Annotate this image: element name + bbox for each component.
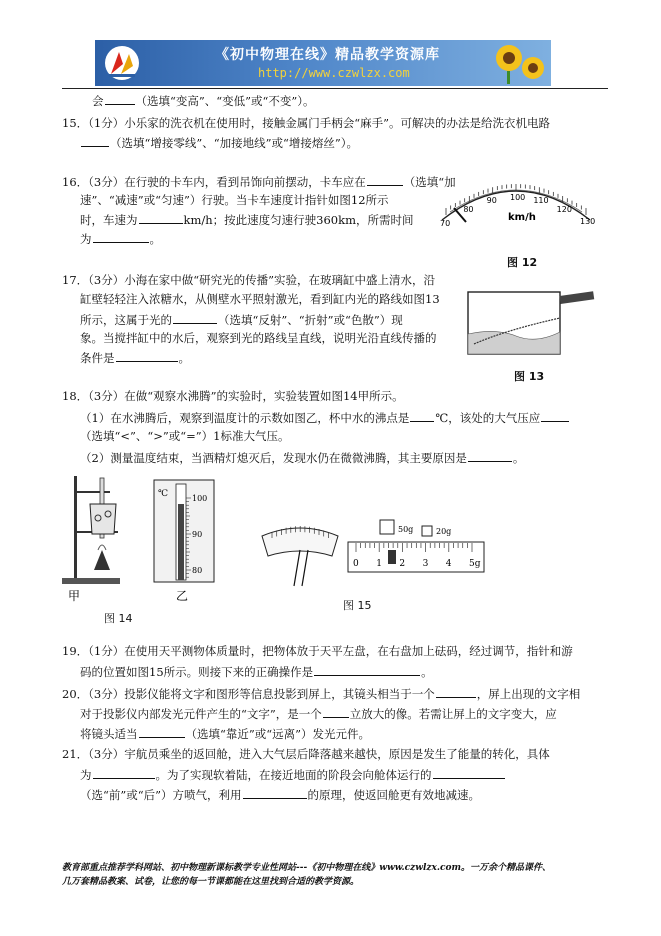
answer-blank[interactable] — [93, 766, 155, 779]
figure-14-yi-label: 乙 — [176, 589, 189, 603]
answer-blank[interactable] — [436, 685, 476, 698]
weight-20g: 20g — [436, 527, 452, 536]
figure-14-boiling-apparatus — [62, 474, 222, 604]
answer-blank[interactable] — [81, 134, 109, 147]
q16-line4: 为 。 — [80, 232, 161, 246]
rider-scale-label: 0 — [353, 559, 359, 569]
q16-line2: 速”、“减速”或“匀速”）行驶。当卡车速度计指针如图12所示 — [80, 193, 389, 207]
q17-line1: 17．（3分）小海在家中做“研究光的传播”实验，在玻璃缸中盛上清水，沿 — [62, 273, 435, 287]
figure-15-balance — [262, 516, 492, 596]
q18-line3: （选填“<”、“>”或“=”）1标准大气压。 — [80, 429, 290, 443]
speedometer-tick-label: 90 — [486, 196, 497, 206]
q14-tail: 会 （选填“变高”、“变低”或“不变”）。 — [92, 94, 315, 108]
speedometer-unit: km/h — [508, 212, 536, 223]
q21-line1: 21．（3分）宇航员乘坐的返回舱，进入大气层后降落越来越快，原因是发生了能量的转化，具体 — [62, 747, 550, 761]
answer-blank[interactable] — [93, 230, 149, 243]
q18-line1: 18．（3分）在做“观察水沸腾”的实验时，实验装置如图14甲所示。 — [62, 389, 404, 403]
q17-line2: 缸壁轻轻注入浓糖水，从侧壁水平照射激光，看到缸内光的路线如图13 — [80, 292, 440, 306]
q20-line3: 将镜头适当 （选填“靠近”或“远离”）发光元件。 — [80, 727, 371, 741]
sunflower-icon — [493, 42, 545, 84]
figure-12-label: 图 12 — [507, 256, 538, 269]
header-banner — [95, 40, 551, 86]
banner-url[interactable]: http://www.czwlzx.com — [258, 66, 410, 80]
answer-blank[interactable] — [139, 725, 185, 738]
q20-line2: 对于投影仪内部发光元件产生的“文字”，是一个 立放大的像。若需让屏上的文字变大，应 — [80, 707, 557, 721]
q17-line5: 条件是 。 — [80, 351, 190, 365]
q21-line3: （选“前”或“后”）方喷气，利用 的原理，使返回舱更有效地减速。 — [80, 788, 481, 802]
figure-14-jia-label: 甲 — [68, 589, 81, 603]
q17-line4: 象。当搅拌缸中的水后，观察到光的路线呈直线，说明光沿直线传播的 — [80, 331, 437, 345]
q18-line2: （1）在水沸腾后，观察到温度计的示数如图乙，杯中水的沸点是 ℃，该处的大气压应 — [80, 409, 570, 426]
figure-12-speedometer — [436, 170, 596, 230]
q17-line3: 所示，这属于光的 （选填“反射”、“折射”或“色散”）现 — [80, 313, 403, 327]
footer-line1: 教育部重点推荐学科网站、初中物理新课标教学专业性网站---《初中物理在线》www.czwlzx.com。一万余个精品课件、 — [62, 863, 552, 873]
speedometer-tick-label: 110 — [533, 196, 549, 206]
q15-line2: （选填“增接零线”、“加接地线”或“增接熔丝”）。 — [80, 134, 358, 151]
site-logo-icon — [103, 44, 141, 82]
speedometer-tick-label: 70 — [440, 219, 451, 228]
answer-blank[interactable] — [173, 311, 217, 324]
speedometer-tick-label: 120 — [556, 205, 572, 214]
answer-blank[interactable] — [468, 449, 512, 462]
thermometer-tick-label: 80 — [192, 566, 203, 575]
rider-scale-label: 1 — [376, 559, 382, 569]
answer-blank[interactable] — [314, 663, 420, 676]
answer-blank[interactable] — [243, 786, 307, 799]
answer-blank[interactable] — [433, 766, 505, 779]
q19-line1: 19．（1分）在使用天平测物体质量时，把物体放于天平左盘，在右盘加上砝码，经过调节，指针和游 — [62, 644, 573, 658]
speedometer-tick-label: 130 — [580, 217, 596, 226]
weight-50g: 50g — [398, 525, 414, 534]
figure-13-label: 图 13 — [514, 370, 545, 383]
q21-line2: 为 。为了实现软着陆，在接近地面的阶段会向舱体运行的 — [80, 766, 506, 783]
answer-blank[interactable] — [541, 409, 569, 422]
rider-scale-label: 3 — [422, 559, 429, 569]
rider-scale-label: 5g — [469, 559, 481, 569]
footer-line2: 几万套精品教案、试卷，让您的每一节课都能在这里找到合适的教学资源。 — [62, 877, 360, 887]
rider-scale-label: 4 — [445, 559, 452, 569]
answer-blank[interactable] — [367, 173, 403, 186]
q18-line4: （2）测量温度结束，当酒精灯熄灭后，发现水仍在微微沸腾，其主要原因是 。 — [80, 451, 525, 465]
answer-blank[interactable] — [139, 211, 183, 224]
thermometer-unit: ℃ — [158, 489, 169, 499]
speedometer-tick-label: 80 — [463, 205, 474, 214]
answer-blank[interactable] — [116, 349, 178, 362]
answer-blank[interactable] — [410, 409, 434, 422]
q20-line1: 20．（3分）投影仪能将文字和图形等信息投影到屏上，其镜头相当于一个 ，屏上出现的文字相 — [62, 687, 581, 701]
header-rule — [62, 88, 608, 89]
figure-13-glass-tank — [466, 278, 596, 358]
figure-15-label: 图 15 — [343, 599, 372, 612]
q16-line1: 16．（3分）在行驶的卡车内，看到吊饰向前摆动，卡车应在 （选填“加 — [62, 175, 456, 189]
speedometer-tick-label: 100 — [510, 193, 526, 202]
banner-title: 《初中物理在线》精品教学资源库 — [215, 47, 440, 63]
answer-blank[interactable] — [323, 705, 349, 718]
answer-blank[interactable] — [105, 92, 135, 105]
figure-14-label: 图 14 — [104, 612, 133, 625]
thermometer-tick-label: 100 — [192, 494, 208, 503]
rider-scale-label: 2 — [399, 559, 406, 569]
q16-line3: 时，车速为 km/h；按此速度匀速行驶360km，所需时间 — [80, 213, 414, 227]
q19-line2: 码的位置如图15所示。则接下来的正确操作是 。 — [80, 665, 433, 679]
thermometer-tick-label: 90 — [192, 530, 203, 539]
q15-line1: 15．（1分）小乐家的洗衣机在使用时，接触金属门手柄会“麻手”。可解决的办法是给洗衣机电路 — [62, 116, 550, 130]
